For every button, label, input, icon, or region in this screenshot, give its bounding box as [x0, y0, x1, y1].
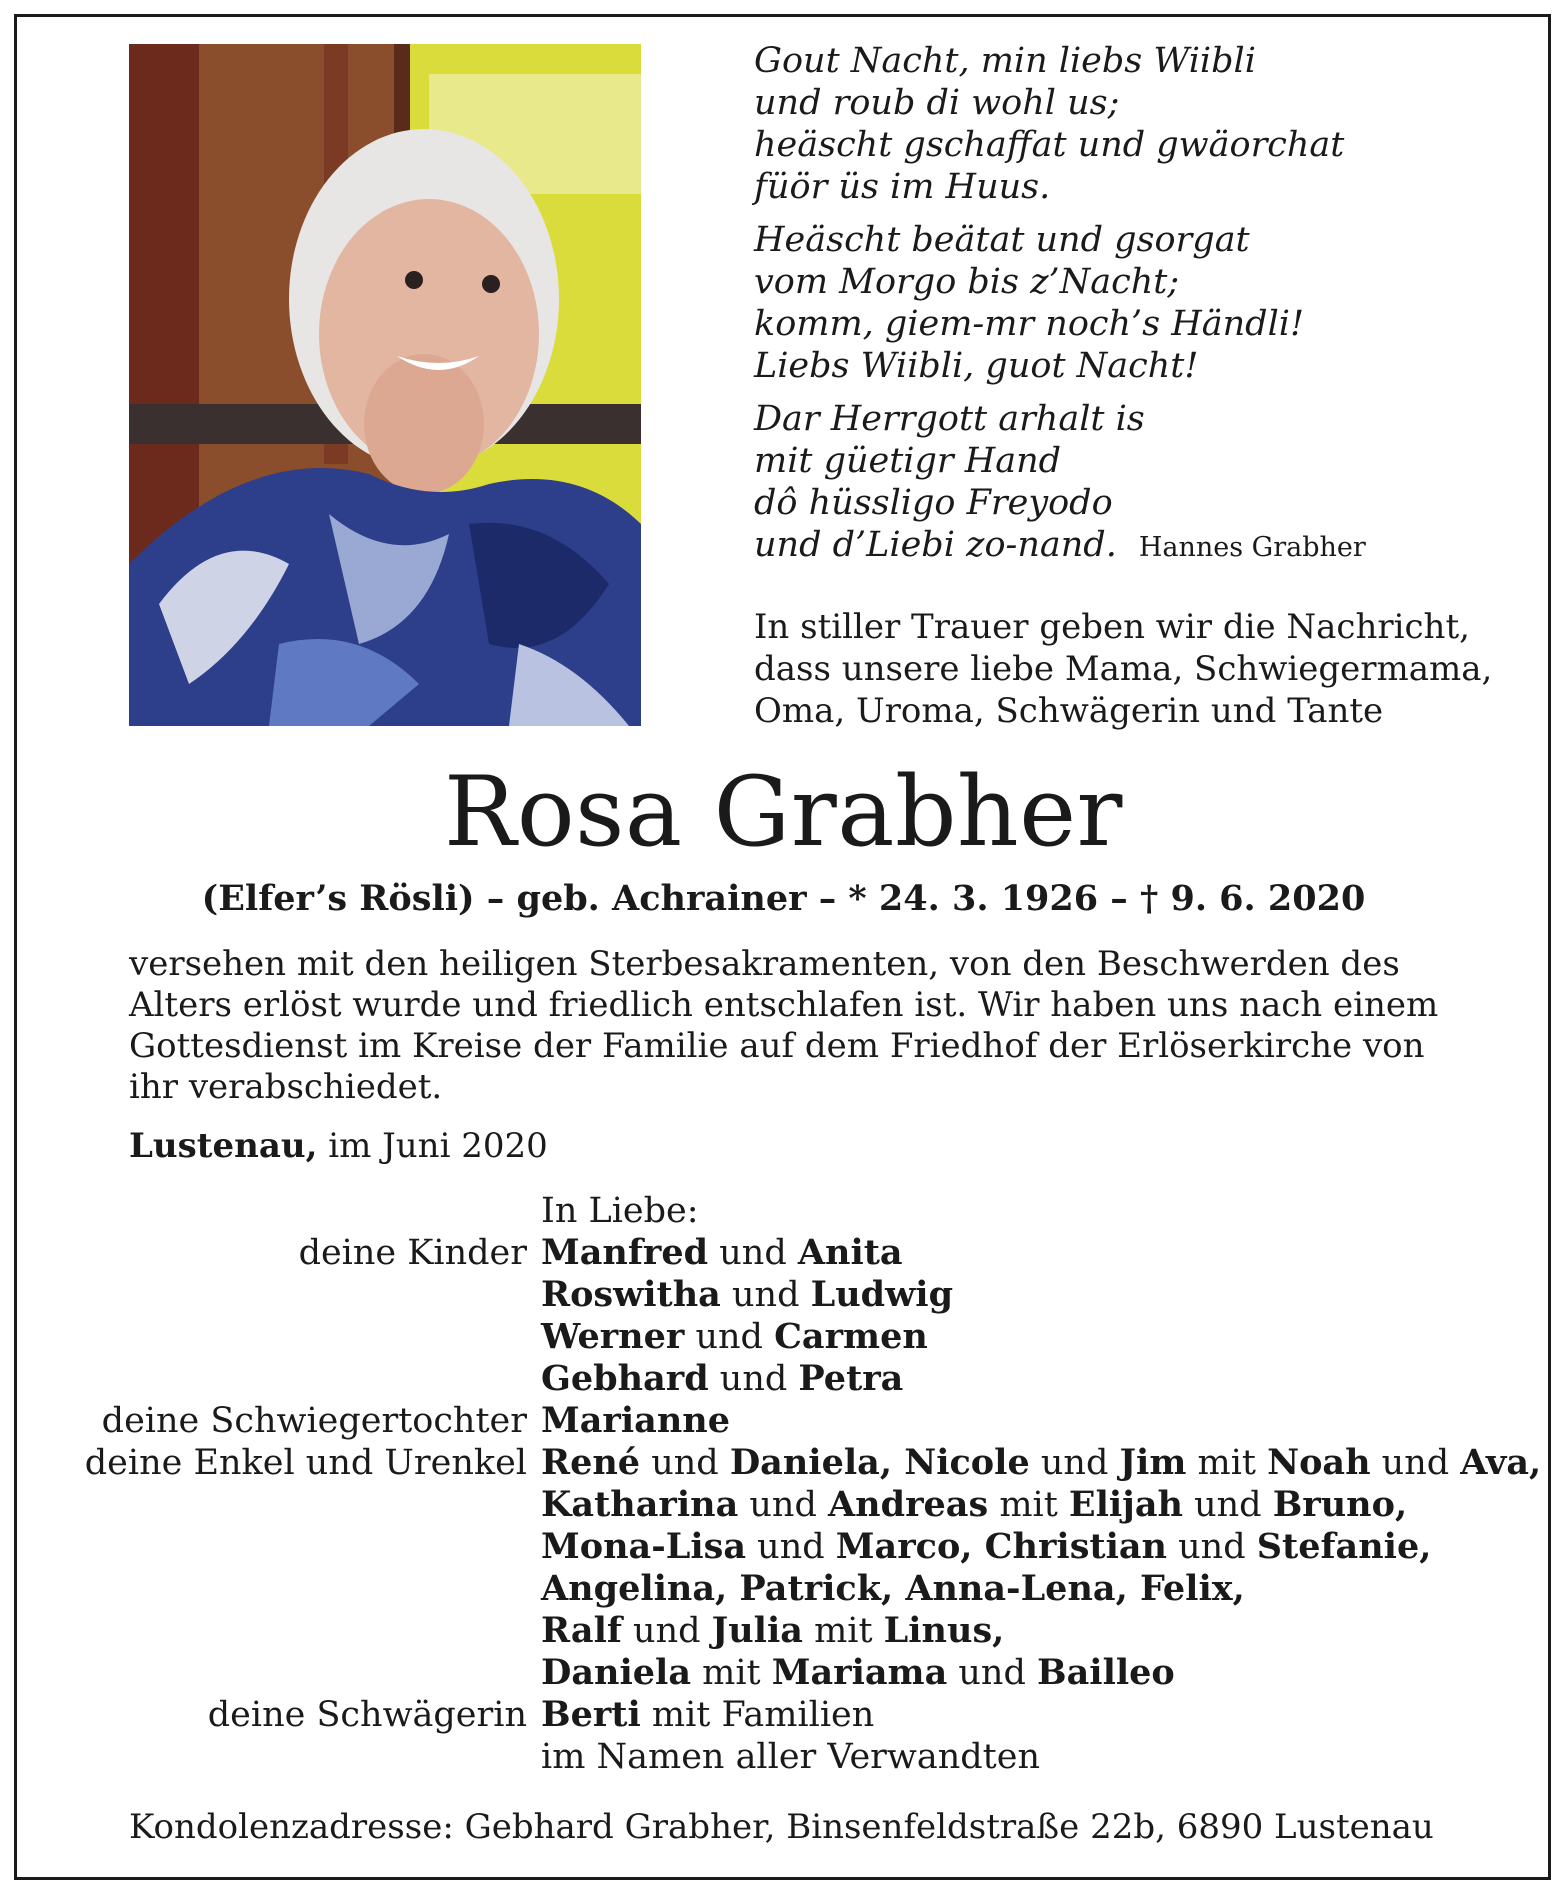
announcement-body — [129, 944, 1439, 1108]
connector-text: und — [621, 1611, 712, 1651]
deceased-details: (Elfer’s Rösli) – geb. Achrainer – * 24. 3. 1926 – † 9. 6. 2020 — [201, 878, 1366, 919]
body-line: ihr verabschiedet. — [129, 1067, 443, 1107]
family-member-name: René — [541, 1442, 641, 1483]
connector-text: und — [708, 1359, 799, 1399]
family-member-name: Noah — [1267, 1442, 1371, 1483]
family-row — [0, 1610, 1567, 1652]
poem-line — [754, 524, 1514, 569]
family-names — [541, 1736, 1040, 1778]
connector-text: im Namen aller Verwandten — [541, 1737, 1040, 1777]
connector-text: mit Familien — [640, 1695, 875, 1735]
family-member-name: Mariama — [771, 1652, 948, 1693]
family-member-name: Julia — [711, 1610, 803, 1651]
poem — [754, 40, 1514, 580]
connector-text: und — [1182, 1485, 1273, 1525]
family-row — [0, 1232, 1567, 1274]
family-member-name: Bruno, — [1272, 1484, 1408, 1525]
intro-line: dass unsere liebe Mama, Schwiegermama, — [754, 649, 1493, 689]
family-names — [541, 1652, 1175, 1694]
family-relation: deine Schwiegertochter — [101, 1401, 527, 1441]
family-row — [0, 1568, 1567, 1610]
family-relation: deine Schwägerin — [207, 1695, 527, 1735]
family-member-name: Stefanie, — [1256, 1526, 1432, 1567]
family-names — [541, 1400, 730, 1442]
family-row — [0, 1400, 1567, 1442]
family-member-name: Bailleo — [1037, 1652, 1175, 1693]
family-member-name: Werner — [541, 1316, 685, 1357]
family-heading: In Liebe: — [541, 1191, 699, 1231]
family-row — [0, 1526, 1567, 1568]
family-member-name: Katharina — [541, 1484, 739, 1525]
family-row — [0, 1652, 1567, 1694]
body-line: versehen mit den heiligen Sterbesakramenten, von den Beschwerden des — [129, 944, 1400, 984]
connector-text: mit — [802, 1611, 884, 1651]
connector-text: und — [1370, 1443, 1461, 1483]
family-member-name: Elijah — [1068, 1484, 1183, 1525]
poem-line: heäscht gschaffat und gwäorchat — [754, 125, 1345, 165]
poem-stanza — [754, 40, 1514, 208]
family-names — [541, 1694, 874, 1736]
family-member-name: Ludwig — [810, 1274, 954, 1315]
family-member-name: Roswitha — [541, 1274, 721, 1315]
connector-text: und — [746, 1527, 836, 1567]
poem-line: mit güetigr Hand — [754, 441, 1062, 481]
body-line: Alters erlöst wurde und friedlich entschlafen ist. Wir haben uns nach einem — [129, 985, 1439, 1025]
poem-line: und roub di wohl us; — [754, 83, 1120, 123]
family-member-name: Daniela, Nicole — [729, 1442, 1030, 1483]
family-member-name: Marco, Christian — [835, 1526, 1167, 1567]
poem-line: dô hüssligo Freyodo — [754, 483, 1113, 523]
deceased-name: Rosa Grabher — [444, 756, 1123, 868]
intro-line: In stiller Trauer geben wir die Nachricht, — [754, 607, 1470, 647]
family-member-name: Anita — [797, 1232, 903, 1273]
family-row — [0, 1694, 1567, 1736]
family-row — [0, 1736, 1567, 1778]
family-member-name: Berti — [541, 1694, 641, 1735]
family-relation: deine Kinder — [298, 1233, 527, 1273]
family-member-name: Jim — [1119, 1442, 1187, 1483]
family-member-name: Angelina, Patrick, Anna-Lena, Felix, — [541, 1568, 1245, 1609]
place-date — [129, 1125, 548, 1167]
poem-line: Gout Nacht, min liebs Wiibli — [754, 41, 1256, 81]
family-member-name: Carmen — [774, 1316, 928, 1357]
family-member-name: Ralf — [541, 1610, 622, 1651]
connector-text: mit — [691, 1653, 772, 1693]
condolence-address: Kondolenzadresse: Gebhard Grabher, Binsenfeldstraße 22b, 6890 Lustenau — [129, 1807, 1434, 1847]
portrait-photo — [129, 44, 641, 726]
intro-line: Oma, Uroma, Schwägerin und Tante — [754, 691, 1384, 731]
family-names — [541, 1358, 903, 1400]
family-row — [0, 1484, 1567, 1526]
family-member-name: Manfred — [541, 1232, 709, 1273]
poem-line: vom Morgo bis z’Nacht; — [754, 262, 1180, 302]
connector-text: und — [684, 1317, 775, 1357]
connector-text: und — [720, 1275, 811, 1315]
family-row — [0, 1274, 1567, 1316]
connector-text: und — [640, 1443, 730, 1483]
poem-line: Heäscht beätat und gsorgat — [754, 220, 1250, 260]
family-member-name: Petra — [798, 1358, 904, 1399]
family-names — [541, 1526, 1431, 1568]
family-row — [0, 1316, 1567, 1358]
connector-text: und — [1167, 1527, 1257, 1567]
family-names — [541, 1232, 903, 1274]
family-member-name: Andreas — [828, 1484, 989, 1525]
family-relation: deine Enkel und Urenkel — [84, 1443, 527, 1483]
family-names — [541, 1442, 1541, 1484]
family-member-name: Gebhard — [541, 1358, 709, 1399]
poem-line: füör üs im Huus. — [754, 167, 1051, 207]
family-heading-row — [0, 1190, 1567, 1232]
family-list — [0, 1190, 1567, 1778]
poem-stanza — [754, 219, 1514, 387]
place-date-text: im Juni 2020 — [317, 1126, 548, 1166]
family-row — [0, 1358, 1567, 1400]
family-names — [541, 1568, 1245, 1610]
connector-text: und — [738, 1485, 829, 1525]
connector-text: und — [947, 1653, 1038, 1693]
connector-text: und — [1029, 1443, 1120, 1483]
family-member-name: Ava, — [1460, 1442, 1542, 1483]
family-names — [541, 1274, 953, 1316]
family-member-name: Linus, — [883, 1610, 1005, 1651]
intro-text — [754, 606, 1492, 732]
connector-text: mit — [1186, 1443, 1268, 1483]
poem-line-text: und d’Liebi zo-nand. — [754, 525, 1117, 565]
poem-line: Liebs Wiibli, guot Nacht! — [754, 346, 1199, 386]
place-city: Lustenau, — [129, 1126, 318, 1166]
family-member-name: Mona-Lisa — [541, 1526, 747, 1567]
connector-text: mit — [988, 1485, 1069, 1525]
family-names — [541, 1316, 928, 1358]
family-member-name: Daniela — [541, 1652, 692, 1693]
poem-author: Hannes Grabher — [1138, 532, 1366, 563]
poem-stanza — [754, 398, 1514, 569]
family-member-name: Marianne — [541, 1400, 730, 1441]
connector-text: und — [708, 1233, 798, 1273]
family-row — [0, 1442, 1567, 1484]
poem-line: Dar Herrgott arhalt is — [754, 399, 1145, 439]
body-line: Gottesdienst im Kreise der Familie auf dem Friedhof der Erlöserkirche von — [129, 1026, 1425, 1066]
family-names — [541, 1484, 1407, 1526]
poem-line: komm, giem-mr noch’s Händli! — [754, 304, 1305, 344]
family-names — [541, 1610, 1004, 1652]
